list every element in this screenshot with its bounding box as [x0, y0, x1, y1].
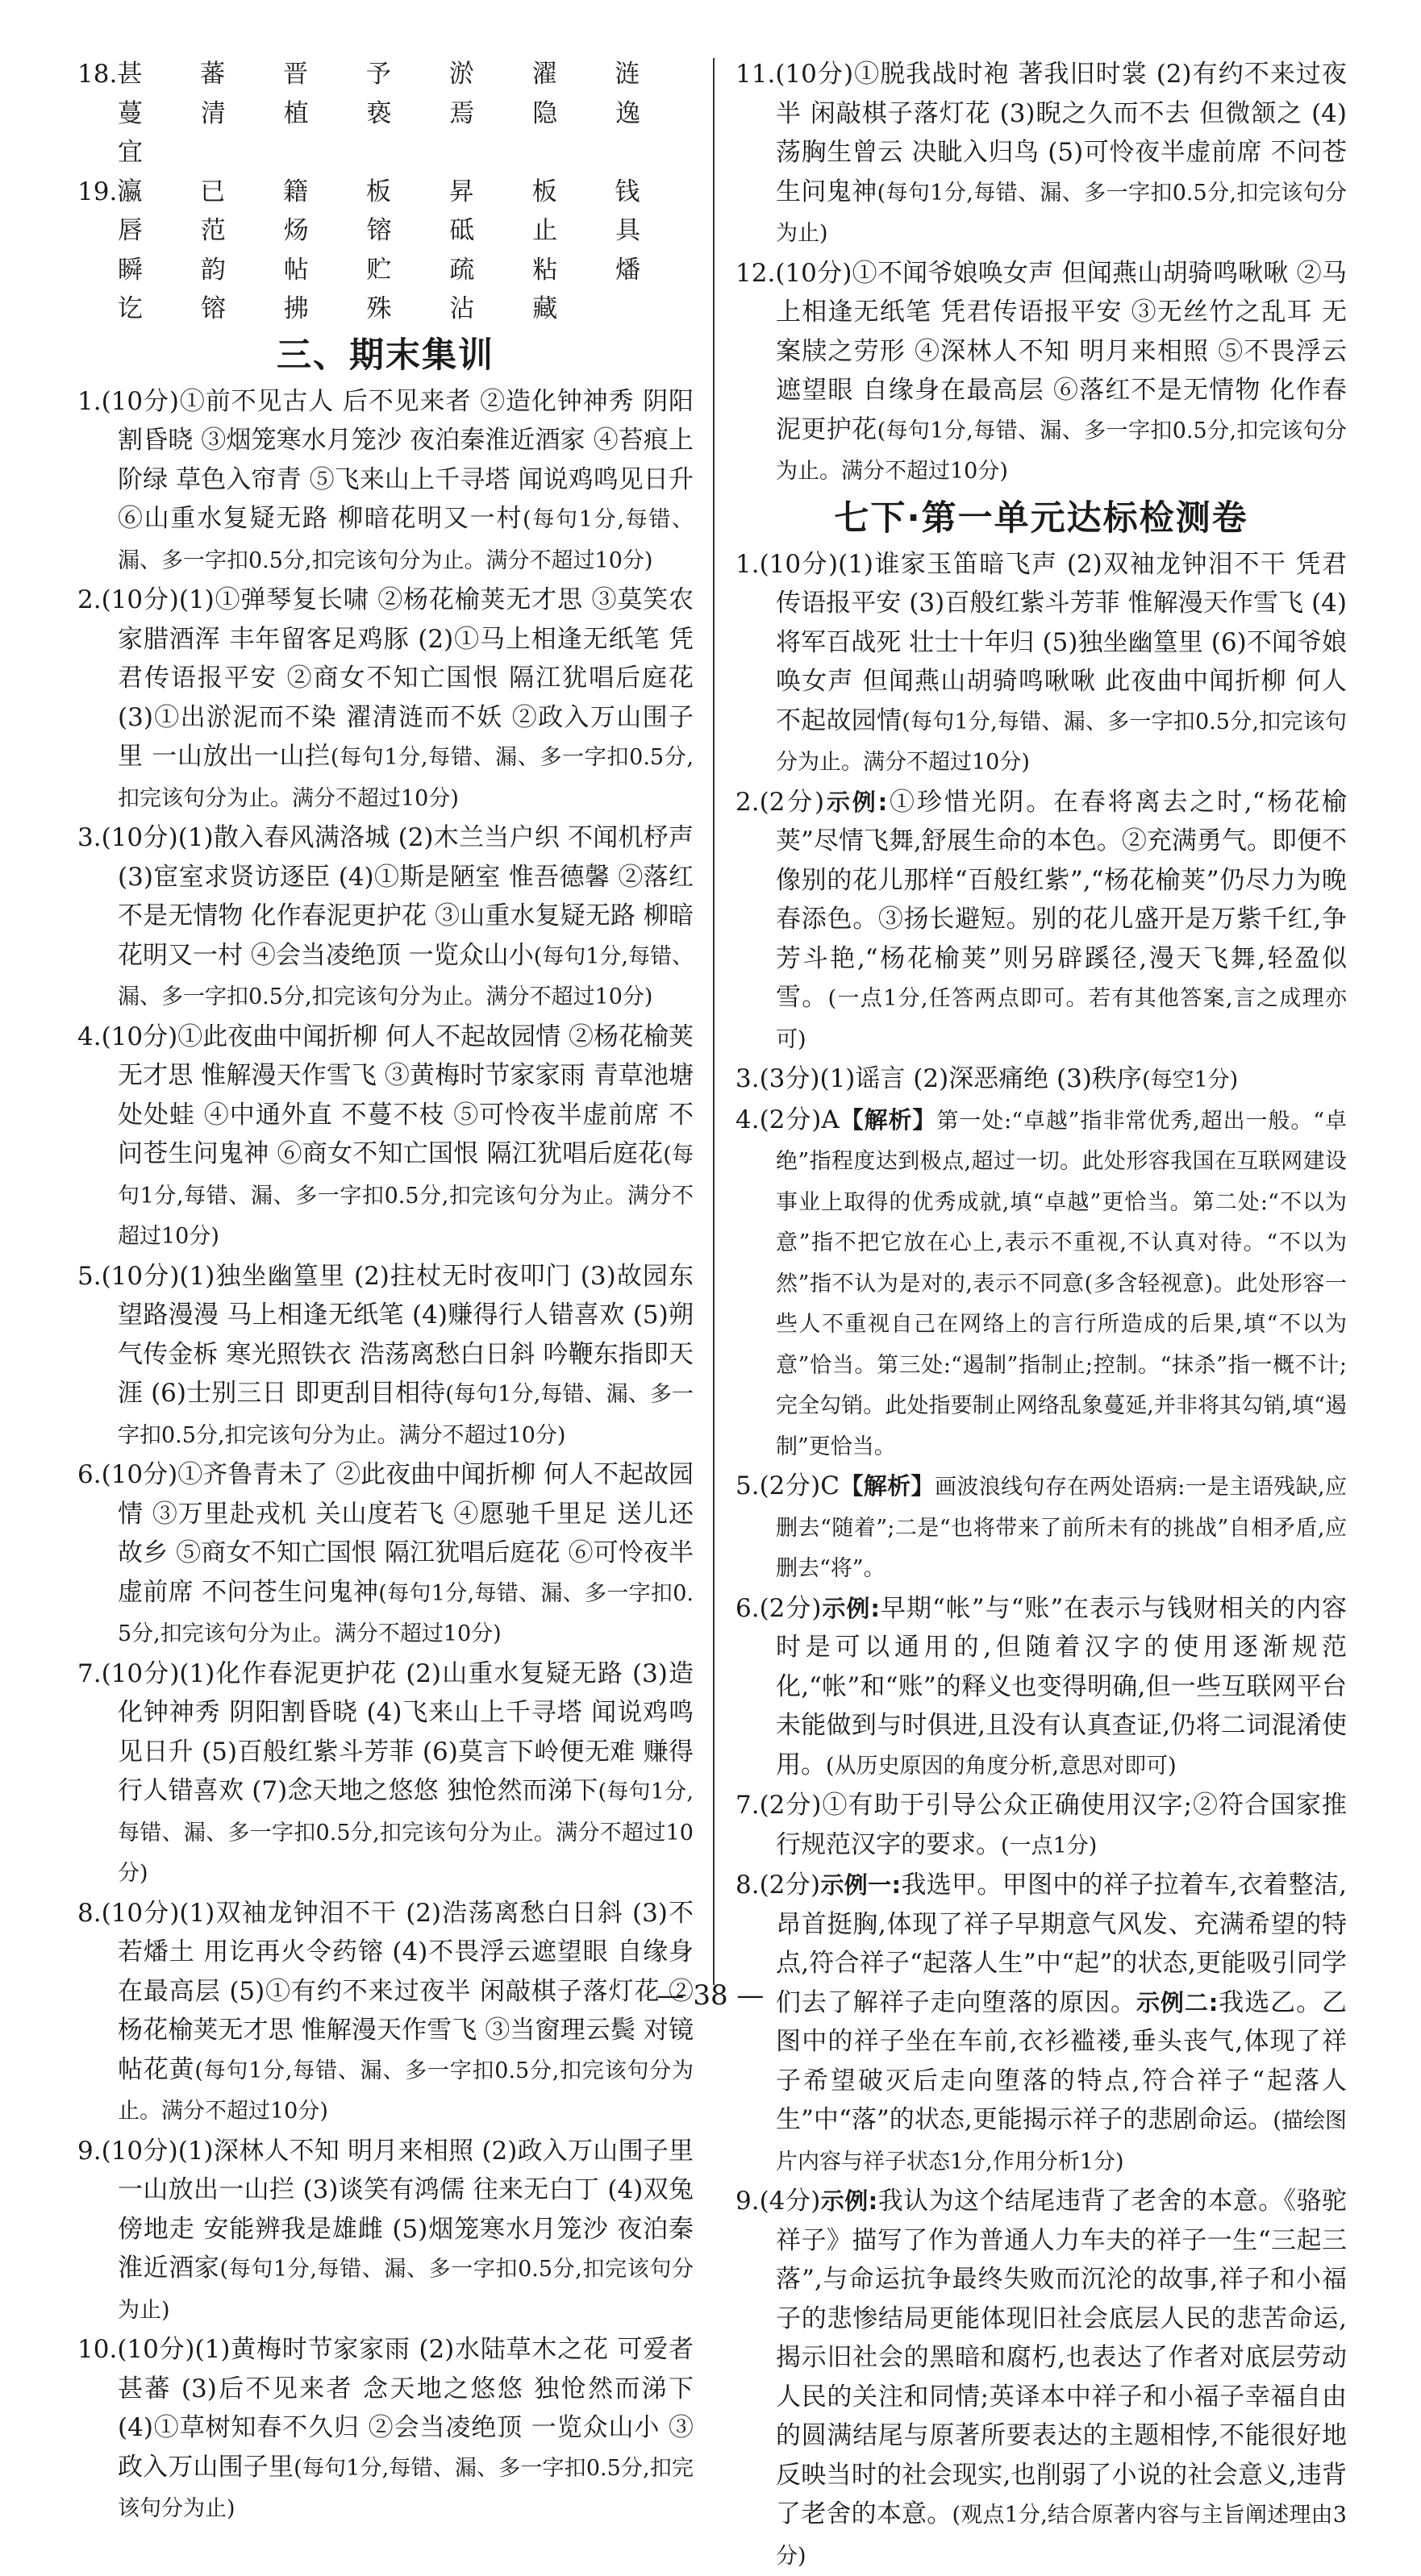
answer-num: 8. — [736, 1871, 760, 1900]
answer-tag: 示例一: — [820, 1871, 901, 1899]
answer-num: 9. — [736, 2187, 760, 2216]
answer-note: (每句1分,每错、漏、多一字扣0.5分,扣完该句分为止) — [118, 2456, 694, 2522]
answer-item — [77, 1455, 694, 1654]
answer-item — [736, 545, 1347, 783]
answer-text2: 早期“帐”与“账”在表示与钱财相关的内容时是可以通用的,但随着汉字的使用逐渐规范化,“帐”和“账”的释义也变得明确,但一些互联网平台未能做到与时俱进,且没有认真查证,仍将二词混淆使用。 — [776, 1594, 1347, 1779]
section-title-unit-test: 七下·第一单元达标检测卷 — [736, 493, 1347, 543]
answer-text: (10分)(1)双袖龙钟泪不干 (2)浩荡离愁白日斜 (3)不若燔土 用讫再火令药镕 (4)不畏浮云遮望眼 自缘身在最高层 (5)①有约不来过夜半 闲敲棋子落灯花 ②杨花榆荚无才思 惟解漫天作雪飞 ③当窗理云鬓 对镜帖花黄 — [102, 1899, 694, 2084]
answer-text: (3分)(1)谣言 (2)深恶痛绝 (3)秩序 — [760, 1064, 1142, 1093]
answer-item — [736, 1467, 1347, 1589]
answer-text: (10分)(1)①弹琴复长啸 ②杨花榆荚无才思 ③莫笑农家腊酒浑 丰年留客足鸡豚 (2)①马上相逢无纸笔 凭君传语报平安 ②商女不知亡国恨 隔江犹唱后庭花 (3)①出淤泥而不染 濯清涟而不妖 ②政入万山围子里 一山放出一山拦 — [102, 585, 694, 771]
answer-item — [736, 783, 1347, 1060]
answer-text2: 我认为这个结尾违背了老舍的本意。《骆驼祥子》描写了作为普通人力车夫的祥子一生“三起三落”,与命运抗争最终失败而沉沦的故事,祥子和小福子的悲惨结局更能体现旧社会底层人民的悲苦命运,揭示旧社会的黑暗和腐朽,也表达了作者对底层劳动人民的关注和同情;英译本中祥子和小福子幸福自由的圆满结尾与原著所要表达的主题相悖,不能很好地反映当时的社会现实,也削弱了小说的社会意义,违背了老舍的本意。 — [776, 2187, 1347, 2528]
answer-note: (每句1分,每错、漏、多一字扣0.5分,扣完该句分为止) — [776, 181, 1347, 247]
answer-note: (每空1分) — [1142, 1067, 1238, 1092]
answer-note: (每句1分,每错、漏、多一字扣0.5分,扣完该句分为止。满分不超过10分) — [118, 1142, 694, 1249]
answer-num: 6. — [77, 1460, 102, 1489]
vocab-row-19: 19.瀛 已 籍 板 昇 板 钱 唇 范 炀 镕 砥 止 具 瞬 韵 帖 贮 疏 粘 燔 讫 镕 拂 殊 沾 藏 — [77, 173, 694, 329]
answer-text: (10分)(1)化作春泥更护花 (2)山重水复疑无路 (3)造化钟神秀 阴阳割昏晓 (4)飞来山上千寻塔 闻说鸡鸣见日升 (5)百般红紫斗芳菲 (6)莫言下岭便无难 赚得行人错喜欢 (7)念天地之悠悠 独怆然而涕下 — [102, 1659, 694, 1806]
answer-note: (每句1分,每错、漏、多一字扣0.5分,扣完该句分为止。满分不超过10分) — [118, 1382, 694, 1448]
answer-text: (4分) — [760, 2187, 821, 2216]
answer-item — [736, 1101, 1347, 1467]
answer-item — [77, 2132, 694, 2331]
answer-note: (每句1分,每错、漏、多一字扣0.5分,扣完该句分为止。满分不超过10分) — [118, 1581, 694, 1647]
answer-note: (每句1分,每错、漏、多一字扣0.5分,扣完该句分为止。满分不超过10分) — [776, 710, 1347, 776]
answer-item — [736, 1059, 1347, 1101]
answer-tag: 示例: — [821, 1595, 880, 1622]
answer-note: (每句1分,每错、漏、多一字扣0.5分,扣完该句分为止。满分不超过10分) — [118, 1779, 694, 1886]
answer-num: 2. — [77, 585, 102, 614]
answer-num: 8. — [77, 1899, 102, 1928]
right-answer-list — [736, 545, 1347, 2576]
answer-tag: 示例: — [824, 789, 887, 816]
answer-text2: 我选甲。甲图中的祥子拉着车,衣着整洁,昂首挺胸,体现了祥子早期意气风发、充满希望的特点,符合祥子“起落人生”中“起”的状态,更能吸引同学们去了解祥子走向堕落的原因。 — [776, 1871, 1347, 2017]
answer-tag: 示例: — [820, 2187, 877, 2215]
answer-num: 10. — [77, 2335, 117, 2364]
answer-text: (10分)①前不见古人 后不见来者 ②造化钟神秀 阴阳割昏晓 ③烟笼寒水月笼沙 夜泊秦淮近酒家 ④苔痕上阶绿 草色入帘青 ⑤飞来山上千寻塔 闻说鸡鸣见日升 ⑥山重水复疑无路 柳暗花明又一村 — [102, 387, 694, 534]
page-number: — 38 — — [0, 1979, 1421, 2012]
answer-note: (每句1分,每错、漏、多一字扣0.5分,扣完该句分为止。满分不超过10分) — [776, 418, 1347, 485]
answer-item — [77, 1257, 694, 1456]
answer-num: 4. — [736, 1105, 760, 1134]
answer-item — [736, 55, 1347, 254]
column-divider — [713, 58, 715, 1985]
answer-text: (10分)(1)黄梅时节家家雨 (2)水陆草木之花 可爱者甚蕃 (3)后不见来者 念天地之悠悠 独怆然而涕下 (4)①草树知春不久归 ②会当凌绝顶 一览众山小 ③政入万山围子里 — [117, 2335, 694, 2482]
answer-note: (每句1分,每错、漏、多一字扣0.5分,扣完该句分为止。满分不超过10分) — [118, 2058, 694, 2124]
answer-item — [77, 2330, 694, 2529]
answer-note: (每句1分,每错、漏、多一字扣0.5分,扣完该句分为止。满分不超过10分) — [118, 944, 694, 1010]
answer-item — [736, 1589, 1347, 1787]
answer-num: 6. — [736, 1594, 760, 1623]
answer-num: 12. — [736, 259, 775, 288]
answer-text: (2分) — [760, 788, 825, 817]
answer-item — [77, 1017, 694, 1257]
answer-text2: ①珍惜光阴。在春将离去之时,“杨花榆荚”尽情飞舞,舒展生命的本色。②充满勇气。即便不像别的花儿那样“百般红紫”,“杨花榆荚”仍尽力为晚春添色。③扬长避短。别的花儿盛开是万紫千红,争芳斗艳,“杨花榆荚”则另辟蹊径,漫天飞舞,轻盈似雪。 — [776, 788, 1347, 1013]
right-column — [736, 55, 1347, 2576]
left-answer-list — [77, 382, 694, 2529]
answer-item — [736, 1866, 1347, 2182]
answer-note: (每句1分,每错、漏、多一字扣0.5分,扣完该句分为止。满分不超过10分) — [118, 507, 694, 573]
answer-num: 11. — [736, 60, 775, 89]
answer-text: (10分)①此夜曲中闻折柳 何人不起故园情 ②杨花榆荚无才思 惟解漫天作雪飞 ③黄梅时节家家雨 青草池塘处处蛙 ④中通外直 不蔓不枝 ⑤可怜夜半虚前席 不问苍生问鬼神 ⑥商女不知亡国恨 隔江犹唱后庭花 — [102, 1022, 694, 1169]
left-column — [77, 55, 694, 2529]
vocab-row-18: 18.甚 蕃 晋 予 淤 濯 涟 蔓 清 植 亵 焉 隐 逸 宜 — [77, 55, 694, 173]
answer-text: (2分)①有助于引导公众正确使用汉字;②符合国家推行规范汉字的要求。 — [760, 1791, 1347, 1859]
answer-note: 第一处:“卓越”指非常优秀,超出一般。“卓绝”指程度达到极点,超过一切。此处形容我国在互联网建设事业上取得的优秀成就,填“卓越”更恰当。第二处:“不以为意”指不把它放在心上,表示不重视,不认真对待。“不以为然”指不认为是对的,表示不同意(多含轻视意)。此处形容一些人不重视自己在网络上的言行所造成的后果,填“不以为意”恰当。第三处:“遏制”指制止;控制。“抹杀”指一概不计;完全勾销。此处指要制止网络乱象蔓延,并非将其勾销,填“遏制”更恰当。 — [776, 1109, 1347, 1459]
answer-num: 3. — [77, 823, 102, 852]
answer-text: (10分)(1)散入春风满洛城 (2)木兰当户织 不闻机杼声 (3)宦室求贤访逐臣 (4)①斯是陋室 惟吾德馨 ②落红不是无情物 化作春泥更护花 ③山重水复疑无路 柳暗花明又一村 ④会当凌绝顶 一览众山小 — [102, 823, 694, 970]
answer-item — [77, 1894, 694, 2132]
answer-note: (从历史原因的角度分析,意思对即可) — [826, 1754, 1177, 1779]
answer-num: 1. — [77, 387, 102, 416]
answer-note: (每句1分,每错、漏、多一字扣0.5分,扣完该句分为止。满分不超过10分) — [118, 745, 694, 811]
answer-num: 2. — [736, 788, 760, 817]
answer-text: (2分) — [760, 1871, 821, 1900]
answer-num: 3. — [736, 1064, 760, 1093]
answer-num: 5. — [77, 1262, 102, 1291]
answer-text: (10分)(1)谁家玉笛暗飞声 (2)双袖龙钟泪不干 凭君传语报平安 (3)百般红紫斗芳菲 惟解漫天作雪飞 (4)将军百战死 壮士十年归 (5)独坐幽篁里 (6)不闻爷娘唤女声 但闻燕山胡骑鸣啾啾 此夜曲中闻折柳 何人不起故园情 — [760, 550, 1347, 735]
answer-note: 画波浪线句存在两处语病:一是主语残缺,应删去“随着”;二是“也将带来了前所未有的挑战”自相矛盾,应删去“将”。 — [776, 1475, 1347, 1581]
answer-item — [77, 581, 694, 818]
answer-num: 7. — [77, 1659, 102, 1688]
answer-tag: 【解析】 — [840, 1472, 935, 1500]
answer-text: (10分)①脱我战时袍 著我旧时裳 (2)有约不来过夜半 闲敲棋子落灯花 (3)睨之久而不去 但微颔之 (4)荡胸生曾云 决眦入归鸟 (5)可怜夜半虚前席 不问苍生问鬼神 — [775, 60, 1347, 206]
answer-num: 9. — [77, 2137, 102, 2166]
answer-note: (一点1分,任答两点即可。若有其他答案,言之成理亦可) — [776, 986, 1347, 1052]
answer-num: 5. — [736, 1471, 760, 1500]
answer-text: (2分)C — [760, 1471, 840, 1500]
answer-text: (10分)(1)独坐幽篁里 (2)拄杖无时夜叩门 (3)故园东望路漫漫 马上相逢无纸笔 (4)赚得行人错喜欢 (5)朔气传金柝 寒光照铁衣 浩荡离愁白日斜 吟鞭东指即天涯 (6)士别三日 即更刮目相待 — [102, 1262, 694, 1409]
right-answer-list-top — [736, 55, 1347, 492]
answer-note: (一点1分) — [1001, 1833, 1097, 1858]
answer-item — [736, 254, 1347, 492]
answer-num: 1. — [736, 550, 760, 579]
answer-item — [77, 1654, 694, 1894]
answer-item — [736, 2182, 1347, 2576]
answer-tag2: 示例二: — [1136, 1989, 1218, 2016]
answer-item — [77, 382, 694, 581]
answer-text3: 我选乙。乙图中的祥子坐在车前,衣衫褴褛,垂头丧气,体现了祥子希望破灭后走向堕落的特点,符合祥子“起落人生”中“落”的状态,更能揭示祥子的悲剧命运。 — [776, 1988, 1347, 2135]
answer-item — [77, 818, 694, 1017]
answer-tag: 【解析】 — [840, 1106, 937, 1134]
section-title-final-review: 三、期末集训 — [77, 331, 694, 381]
answer-text: (2分) — [760, 1594, 822, 1623]
answer-text: (10分)(1)深林人不知 明月来相照 (2)政入万山围子里 一山放出一山拦 (3)谈笑有鸿儒 往来无白丁 (4)双兔傍地走 安能辨我是雄雌 (5)烟笼寒水月笼沙 夜泊秦淮近酒家 — [102, 2137, 694, 2283]
answer-note: (每句1分,每错、漏、多一字扣0.5分,扣完该句分为止) — [118, 2257, 694, 2323]
answer-num: 7. — [736, 1791, 760, 1820]
answer-text: (10分)①齐鲁青未了 ②此夜曲中闻折柳 何人不起故园情 ③万里赴戎机 关山度若飞 ④愿驰千里足 送儿还故乡 ⑤商女不知亡国恨 隔江犹唱后庭花 ⑥可怜夜半虚前席 不问苍生问鬼神 — [102, 1460, 694, 1607]
answer-item — [736, 1786, 1347, 1866]
answer-note: (观点1分,结合原著内容与主旨阐述理由3分) — [776, 2503, 1347, 2569]
answer-num: 4. — [77, 1022, 102, 1051]
answer-text: (2分)A — [760, 1105, 840, 1134]
answer-text: (10分)①不闻爷娘唤女声 但闻燕山胡骑鸣啾啾 ②马上相逢无纸笔 凭君传语报平安 ③无丝竹之乱耳 无案牍之劳形 ④深林人不知 明月来相照 ⑤不畏浮云遮望眼 自缘身在最高层 ⑥落红不是无情物 化作春泥更护花 — [775, 259, 1347, 444]
answer-note: (描绘图片内容与祥子状态1分,作用分析1分) — [776, 2108, 1347, 2174]
